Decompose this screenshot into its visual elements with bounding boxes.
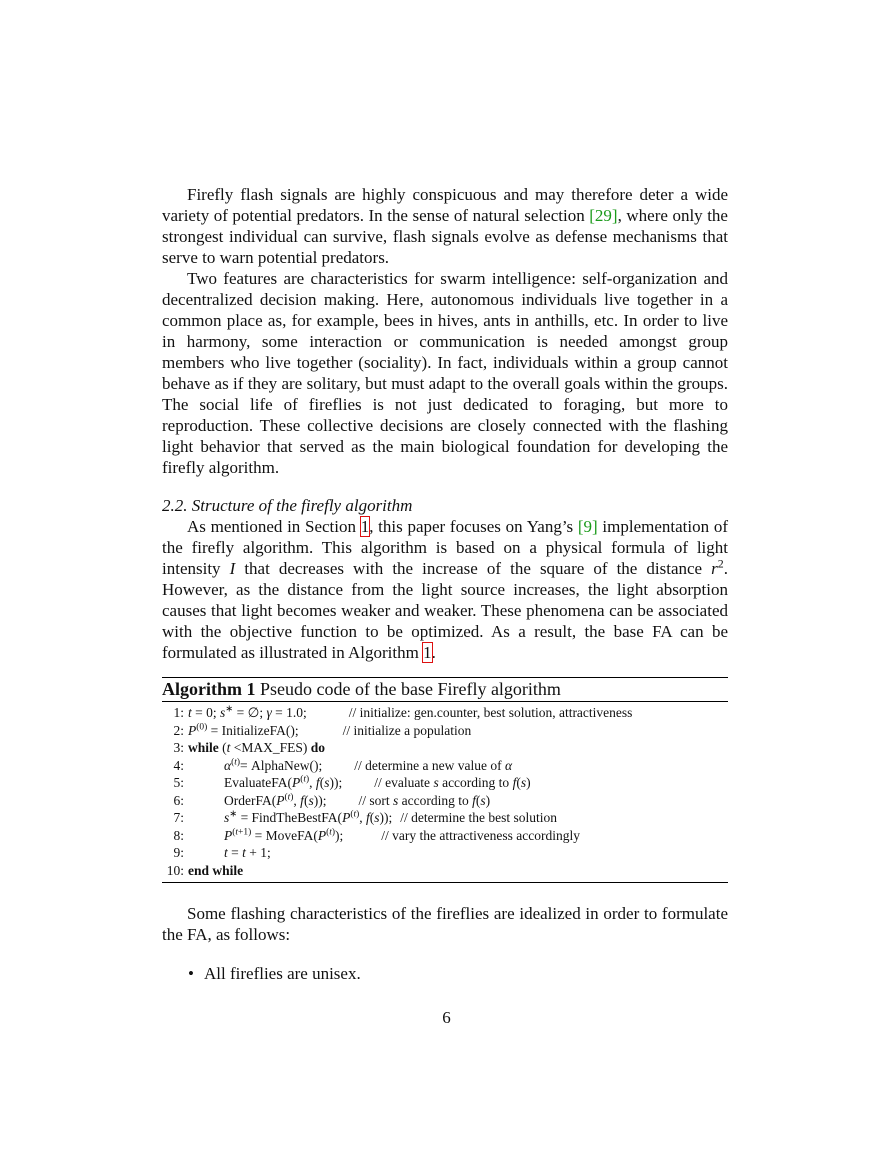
algorithm-caption [162,678,728,702]
line-comment: // determine a new value of α [354,757,513,773]
algorithm-lines [162,702,728,882]
algorithm-line-3 [162,739,728,757]
line-number: 2: [173,722,184,738]
exponent-2: 2 [717,556,724,571]
paragraph-1 [162,184,728,268]
paragraph-1-text-b: , where only the strongest individual can survive, flash signals evolve as defense mechanisms that serve to warn potential predators. [162,206,728,267]
algorithm-caption-text: Pseudo code of the base Firefly algorithm [260,679,561,699]
algorithm-line-4 [162,757,728,775]
paragraph-3-text-a: As mentioned in Section [187,517,361,536]
paragraph-3-text-f: . [431,643,436,662]
line-comment: // determine the best solution [400,810,558,825]
line-number: 4: [173,757,184,773]
line-number: 1: [173,705,184,720]
line-number: 9: [173,845,184,860]
line-number: 7: [173,810,184,825]
line-code: t = t + 1; [224,845,271,860]
list-item [162,963,728,984]
keyword-do: do [310,740,326,755]
algorithm-line-7 [162,809,728,827]
algorithm-box [162,677,728,883]
page-body [162,184,728,984]
line-code: $s^∗ = FindTheBestFA(P^{(t)}$, f(s)); [224,809,393,825]
paragraph-4: Some flashing characteristics of the fireflies are idealized in order to formulate the FA, as follows: [162,904,728,944]
algorithm-line-5 [162,774,728,792]
line-comment: // initialize a population [342,722,472,738]
line-comment: // vary the attractiveness accordingly [381,827,580,843]
line-code: $EvaluateFA(P^{(t)}$, f(s)); [224,774,343,790]
algorithm-line-10 [162,862,728,880]
paragraph-3-text-e: . However, as the distance from the light source increases, the light absorption causes that light becomes weaker and weaker. These phenomena can be associated with the objective function to be optimized. As a result, the base FA can be formulated as illustrated in Algorithm [162,559,728,662]
algorithm-line-8 [162,827,728,845]
line-number: 6: [173,792,184,808]
line-number: 8: [173,827,184,843]
variable-r: r [711,559,718,578]
page-number: 6 [442,1008,451,1027]
algorithm-line-1 [162,704,728,722]
line-comment: // initialize: gen.counter, best solution, attractiveness [348,705,633,720]
line-code: $P^{(t+1)}$ = $MoveFA(P^{(t)})$; [224,827,344,843]
paragraph-3-text-d: that decreases with the increase of the square of the distance [235,559,712,578]
line-number: 5: [173,775,184,790]
algorithm-line-9 [162,844,728,862]
line-code: $\alpha^{(t)}=$ AlphaNew(); [224,757,323,773]
line-code: while (t <MAX_FES) do [188,740,326,755]
paragraph-3-text-c: implementation of the firefly algorithm. This algorithm is based on a physical formula of light intensity [162,517,728,578]
line-code: $P^{(0)}$ = InitializeFA(); [188,722,299,738]
section-1-link[interactable]: 1 [360,517,370,536]
paragraph-3 [162,516,728,663]
line-number: 10: [166,862,184,878]
list-item-text: All fireflies are unisex. [204,964,361,983]
algorithm-label: Algorithm 1 [162,679,256,699]
line-code: $OrderFA(P^{(t)}$, f(s)); [224,792,327,808]
keyword-end-while: end while [188,862,244,878]
citation-9-link[interactable]: [9] [577,517,598,536]
citation-29-link[interactable]: [29] [589,206,618,225]
paragraph-1-text-a: Firefly flash signals are highly conspicuous and may therefore deter a wide variety of potential predators. In the sense of natural selection [162,185,728,225]
keyword-while: while [188,740,219,755]
algorithm-line-6 [162,792,728,810]
paragraph-3-text-b: , this paper focuses on Yang’s [369,517,578,536]
bullet-icon: • [188,964,194,983]
line-comment: // evaluate s according to f(s) [374,775,531,790]
line-comment: // sort s according to f(s) [358,792,491,808]
algorithm-line-2 [162,722,728,740]
assumption-list [162,963,728,984]
section-heading: 2.2. Structure of the firefly algorithm [162,496,413,515]
line-code: t = 0; s∗ = ∅; γ = 1.0; [188,704,307,720]
line-number: 3: [173,740,184,755]
paragraph-2: Two features are characteristics for swarm intelligence: self-organization and decentralized decision making. Here, autonomous individuals live together in a common place as, for example, bees in hives, ants in anthills, etc. In order to live in harmony, some interaction or communication is needed amongst group members who live together (sociality). In fact, individuals within a group cannot behave as if they are solitary, but must adapt to the overall goals within the groups. The social life of fireflies is not just dedicated to foraging, but more to reproduction. These collective decisions are closely connected with the flashing light behavior that served as the main biological foundation for developing the firefly algorithm. [162,269,728,477]
variable-I: I [229,559,236,578]
algorithm-1-link[interactable]: 1 [423,643,432,662]
